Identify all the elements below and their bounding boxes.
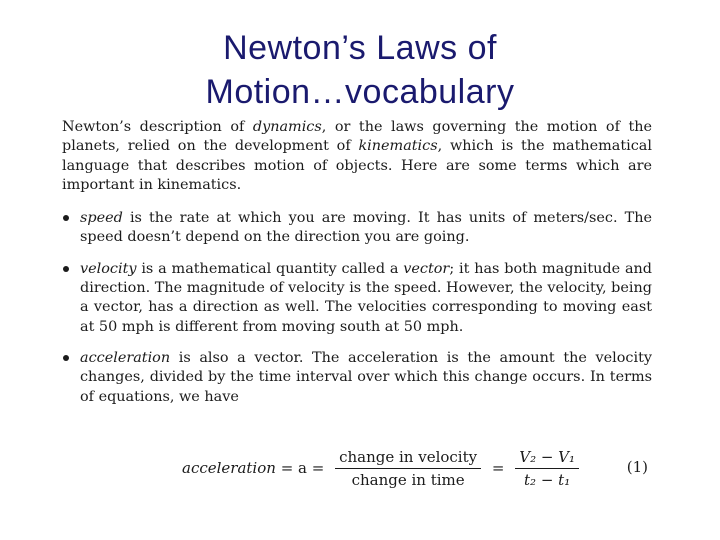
term-velocity: velocity [80, 260, 137, 277]
term-kinematics: kinematics [358, 138, 438, 155]
fraction-words-numerator: change in velocity [335, 448, 481, 469]
velocity-definition-a: is a mathematical quantity called a [136, 260, 404, 277]
acceleration-definition: is also a vector. The acceleration is the amount the velocity changes, divided by the time interval over which this change occurs. In terms of equations, we have [80, 349, 652, 405]
scanned-text-block [62, 118, 652, 419]
equation-number: (1) [626, 458, 648, 476]
term-vector: vector [403, 260, 450, 277]
term-speed: speed [80, 210, 123, 227]
fraction-symbols-numerator: V₂ − V₁ [515, 448, 579, 469]
fraction-words-denominator: change in time [351, 470, 465, 489]
fraction-symbols [515, 448, 579, 489]
bullet-icon [63, 215, 69, 221]
intro-text-1: Newton’s description of [62, 119, 253, 135]
velocity-definition-b: ; it has both magnitude and direction. The magnitude of velocity is the speed. However, the velocity, being a vector, has a direction as well. The velocities corresponding to moving east at 50 mph is different from moving south at 50 mph. [80, 260, 652, 335]
fraction-symbols-denominator: t₂ − t₁ [524, 470, 571, 489]
bullet-icon [63, 266, 69, 272]
title-line-2: Motion…vocabulary [205, 73, 515, 111]
list-item-acceleration [62, 349, 652, 407]
list-item-velocity [62, 260, 652, 337]
intro-paragraph [62, 118, 652, 195]
vocabulary-list [62, 209, 652, 407]
term-dynamics: dynamics [252, 119, 322, 135]
list-item-speed [62, 209, 652, 248]
acceleration-equation [182, 443, 652, 493]
equation-lhs: acceleration [182, 459, 276, 477]
title-line-1: Newton’s Laws of [223, 29, 497, 67]
fraction-words [335, 448, 481, 489]
equation-equals-a: = a = [275, 459, 330, 477]
bullet-icon [63, 355, 69, 361]
term-acceleration: acceleration [80, 349, 171, 366]
equation-equals: = [487, 459, 510, 477]
intro-text-2: , or the laws governing the motion of the planets, relied on the development of [62, 119, 653, 155]
slide-title [0, 26, 720, 114]
speed-definition: is the rate at which you are moving. It has units of meters/sec. The speed doesn’t depend on the direction you are going. [80, 210, 652, 246]
intro-text-3: , which is the mathematical language that describes motion of objects. Here are some terms which are important in kinematics. [62, 138, 652, 193]
